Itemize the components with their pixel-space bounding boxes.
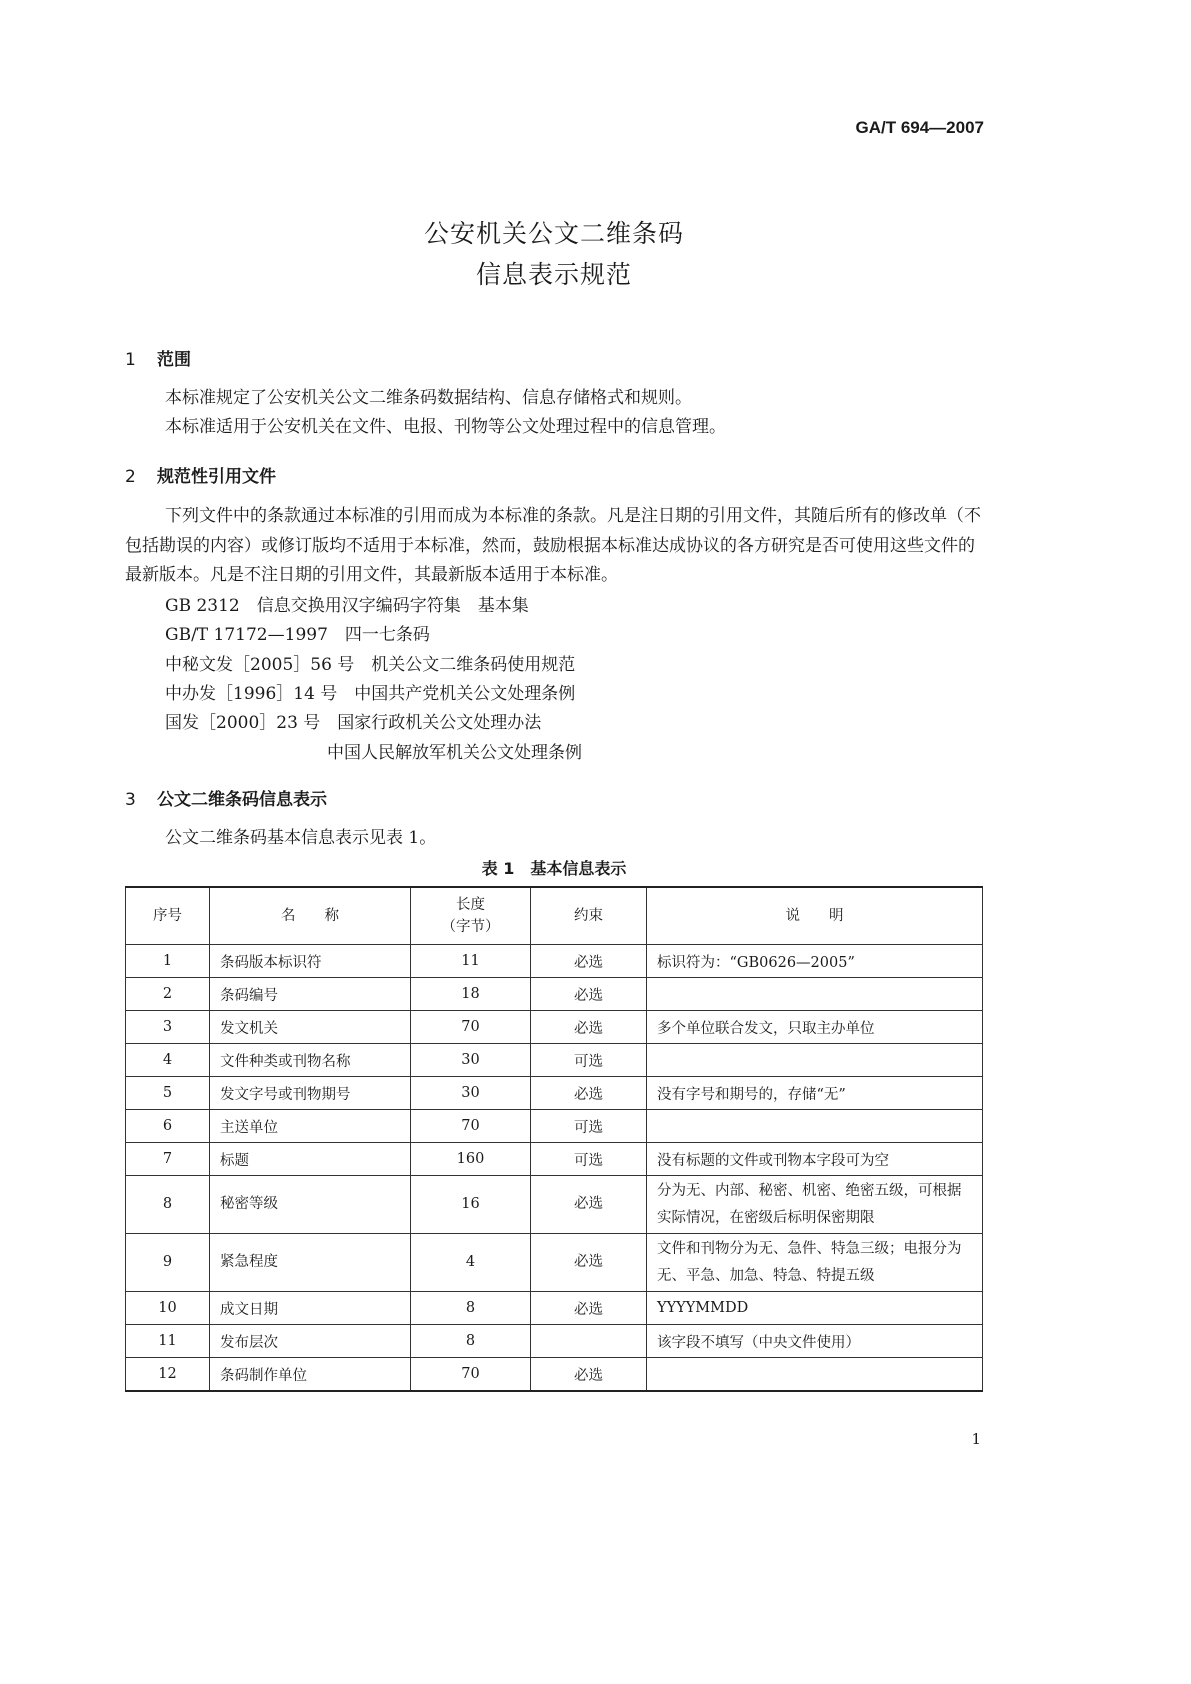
section-title: 范围 <box>157 350 191 370</box>
cell-constraint: 必选 <box>531 978 647 1011</box>
cell-length: 4 <box>411 1234 531 1292</box>
table-row <box>126 1077 983 1110</box>
header-seq: 序号 <box>126 887 210 945</box>
table-row <box>126 1176 983 1234</box>
section-title: 规范性引用文件 <box>157 467 276 487</box>
cell-name: 条码版本标识符 <box>210 945 411 978</box>
table-row <box>126 1110 983 1143</box>
cell-seq: 10 <box>126 1292 210 1325</box>
reference-item: GB 2312 信息交换用汉字编码字符集 基本集 <box>165 596 529 616</box>
table-row <box>126 1234 983 1292</box>
cell-description <box>647 1358 983 1392</box>
cell-length: 8 <box>411 1325 531 1358</box>
reference-item: 国发［2000］23 号 国家行政机关公文处理办法 <box>165 713 542 733</box>
cell-length: 30 <box>411 1077 531 1110</box>
cell-name: 发文机关 <box>210 1011 411 1044</box>
cell-length: 70 <box>411 1358 531 1392</box>
cell-name: 条码制作单位 <box>210 1358 411 1392</box>
header-length <box>411 887 531 945</box>
section-title: 公文二维条码信息表示 <box>157 790 327 810</box>
cell-description: 标识符为：“GB0626—2005” <box>647 945 983 978</box>
header-length-label: 长度 <box>456 897 485 913</box>
standard-number: GA/T 694—2007 <box>855 118 984 137</box>
cell-seq: 3 <box>126 1011 210 1044</box>
cell-constraint: 必选 <box>531 1234 647 1292</box>
table-row <box>126 1011 983 1044</box>
paragraph: 本标准适用于公安机关在文件、电报、刊物等公文处理过程中的信息管理。 <box>165 417 726 437</box>
cell-name: 发文字号或刊物期号 <box>210 1077 411 1110</box>
table-row <box>126 978 983 1011</box>
section-number: 2 <box>125 467 136 487</box>
document-title-line2: 信息表示规范 <box>475 260 632 289</box>
cell-description: 没有标题的文件或刊物本字段可为空 <box>647 1143 983 1176</box>
table-row <box>126 1358 983 1392</box>
cell-length: 30 <box>411 1044 531 1077</box>
cell-name: 秘密等级 <box>210 1176 411 1234</box>
cell-seq: 5 <box>126 1077 210 1110</box>
cell-seq: 8 <box>126 1176 210 1234</box>
cell-description: YYYYMMDD <box>647 1292 983 1325</box>
cell-description <box>647 1044 983 1077</box>
table-row <box>126 1292 983 1325</box>
cell-description <box>647 978 983 1011</box>
cell-description <box>647 1110 983 1143</box>
cell-seq: 9 <box>126 1234 210 1292</box>
paragraph: 下列文件中的条款通过本标准的引用而成为本标准的条款。凡是注日期的引用文件，其随后所有的修改单（不包括勘误的内容）或修订版均不适用于本标准，然而，鼓励根据本标准达成协议的各方研究是否可使用这些文件的最新版本。凡是不注日期的引用文件，其最新版本适用于本标准。 <box>125 506 981 585</box>
cell-description: 分为无、内部、秘密、机密、绝密五级，可根据实际情况，在密级后标明保密期限 <box>647 1176 983 1234</box>
cell-description: 文件和刊物分为无、急件、特急三级；电报分为无、平急、加急、特急、特提五级 <box>647 1234 983 1292</box>
cell-seq: 11 <box>126 1325 210 1358</box>
reference-item: 中国人民解放军机关公文处理条例 <box>327 743 582 763</box>
document-title-line1: 公安机关公文二维条码 <box>423 219 684 248</box>
cell-length: 8 <box>411 1292 531 1325</box>
cell-constraint: 可选 <box>531 1143 647 1176</box>
table-caption: 表 1 基本信息表示 <box>481 859 627 878</box>
cell-name: 标题 <box>210 1143 411 1176</box>
cell-seq: 2 <box>126 978 210 1011</box>
cell-constraint: 必选 <box>531 1077 647 1110</box>
cell-constraint: 可选 <box>531 1110 647 1143</box>
paragraph: 公文二维条码基本信息表示见表 1。 <box>165 828 437 848</box>
cell-length: 70 <box>411 1110 531 1143</box>
section-2-heading <box>125 462 276 487</box>
section-3-heading <box>125 785 327 810</box>
table-row <box>126 1044 983 1077</box>
cell-seq: 4 <box>126 1044 210 1077</box>
cell-name: 主送单位 <box>210 1110 411 1143</box>
header-description: 说 明 <box>647 887 983 945</box>
paragraph: 本标准规定了公安机关公文二维条码数据结构、信息存储格式和规则。 <box>165 388 692 408</box>
table-row <box>126 1143 983 1176</box>
cell-length: 18 <box>411 978 531 1011</box>
table-header-row <box>126 887 983 945</box>
cell-length: 11 <box>411 945 531 978</box>
header-name: 名 称 <box>210 887 411 945</box>
cell-name: 紧急程度 <box>210 1234 411 1292</box>
reference-item: 中秘文发［2005］56 号 机关公文二维条码使用规范 <box>165 655 576 675</box>
cell-seq: 12 <box>126 1358 210 1392</box>
table-row <box>126 945 983 978</box>
cell-length: 160 <box>411 1143 531 1176</box>
cell-name: 文件种类或刊物名称 <box>210 1044 411 1077</box>
cell-name: 发布层次 <box>210 1325 411 1358</box>
page-number: 1 <box>971 1430 981 1448</box>
table-row <box>126 1325 983 1358</box>
cell-seq: 7 <box>126 1143 210 1176</box>
cell-length: 70 <box>411 1011 531 1044</box>
cell-description: 没有字号和期号的，存储“无” <box>647 1077 983 1110</box>
cell-name: 条码编号 <box>210 978 411 1011</box>
reference-item: GB/T 17172—1997 四一七条码 <box>165 625 430 645</box>
cell-length: 16 <box>411 1176 531 1234</box>
cell-constraint: 必选 <box>531 1176 647 1234</box>
cell-constraint: 必选 <box>531 1011 647 1044</box>
reference-item: 中办发［1996］14 号 中国共产党机关公文处理条例 <box>165 684 576 704</box>
basic-info-table <box>125 886 983 1392</box>
cell-constraint <box>531 1325 647 1358</box>
cell-constraint: 必选 <box>531 945 647 978</box>
cell-constraint: 可选 <box>531 1044 647 1077</box>
cell-seq: 1 <box>126 945 210 978</box>
cell-constraint: 必选 <box>531 1358 647 1392</box>
section-number: 3 <box>125 790 136 810</box>
cell-name: 成文日期 <box>210 1292 411 1325</box>
cell-description: 多个单位联合发文，只取主办单位 <box>647 1011 983 1044</box>
section-1-heading <box>125 345 191 370</box>
cell-description: 该字段不填写（中央文件使用） <box>647 1325 983 1358</box>
cell-seq: 6 <box>126 1110 210 1143</box>
header-constraint: 约束 <box>531 887 647 945</box>
section-number: 1 <box>125 350 136 370</box>
cell-constraint: 必选 <box>531 1292 647 1325</box>
header-length-unit: （字节） <box>441 919 500 935</box>
